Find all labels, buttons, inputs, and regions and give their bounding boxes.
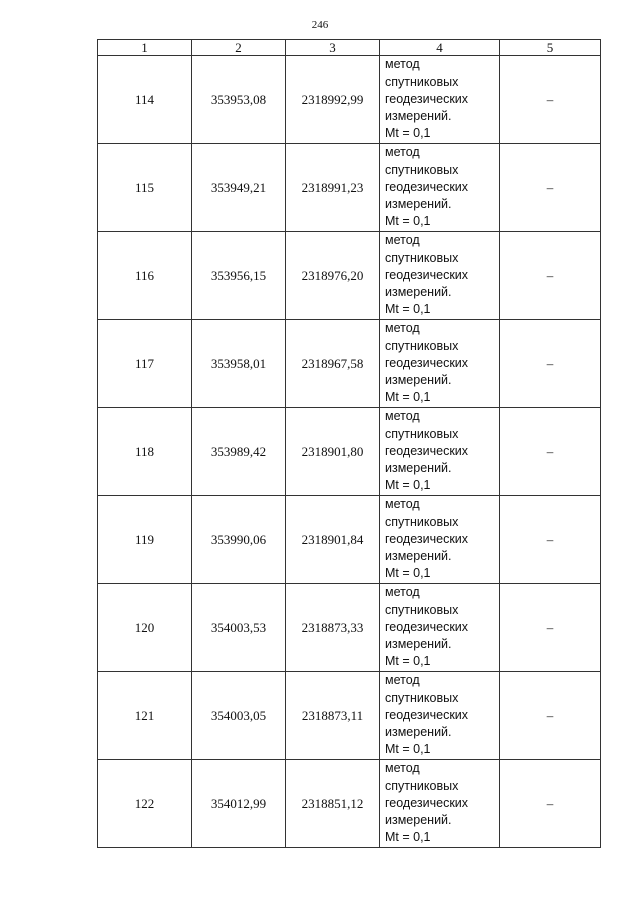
method-line: метод: [385, 409, 420, 424]
method-line: геодезических: [385, 707, 469, 722]
method-line: метод: [385, 57, 420, 72]
method-line: Mt = 0,1: [385, 478, 431, 493]
y-coordinate-cell: 2318976,20: [286, 232, 380, 320]
column-header-5: 5: [500, 40, 601, 56]
column-header-4: 4: [380, 40, 500, 56]
method-line: метод: [385, 145, 420, 160]
note-cell: –: [500, 232, 601, 320]
y-coordinate-cell: 2318967,58: [286, 320, 380, 408]
table-header-row: [98, 40, 601, 56]
y-coordinate-cell: 2318901,80: [286, 408, 380, 496]
x-coordinate-cell: 353949,21: [192, 144, 286, 232]
method-line: Mt = 0,1: [385, 654, 431, 669]
x-coordinate-cell: 353953,08: [192, 56, 286, 144]
method-line: Mt = 0,1: [385, 830, 431, 845]
method-line: Mt = 0,1: [385, 390, 431, 405]
method-line: спутниковых: [385, 602, 459, 617]
method-line: метод: [385, 321, 420, 336]
method-line: Mt = 0,1: [385, 742, 431, 757]
note-cell: –: [500, 672, 601, 760]
method-line: спутниковых: [385, 426, 459, 441]
point-number-cell: 114: [98, 56, 192, 144]
method-line: измерений.: [385, 109, 452, 124]
method-line: метод: [385, 233, 420, 248]
method-line: спутниковых: [385, 162, 459, 177]
method-line: геодезических: [385, 91, 469, 106]
method-line: измерений.: [385, 461, 452, 476]
point-number-cell: 116: [98, 232, 192, 320]
note-cell: –: [500, 760, 601, 848]
table-row: [98, 232, 601, 320]
method-line: измерений.: [385, 637, 452, 652]
method-line: Mt = 0,1: [385, 302, 431, 317]
method-line: геодезических: [385, 267, 469, 282]
method-cell: [380, 760, 500, 848]
point-number-cell: 122: [98, 760, 192, 848]
method-line: измерений.: [385, 373, 452, 388]
method-line: спутниковых: [385, 74, 459, 89]
column-header-2: 2: [192, 40, 286, 56]
page-number: 246: [311, 19, 329, 31]
method-line: измерений.: [385, 549, 452, 564]
method-line: Mt = 0,1: [385, 566, 431, 581]
method-line: геодезических: [385, 179, 469, 194]
y-coordinate-cell: 2318873,11: [286, 672, 380, 760]
method-line: спутниковых: [385, 250, 459, 265]
method-line: измерений.: [385, 813, 452, 828]
method-cell: [380, 144, 500, 232]
table-row: [98, 672, 601, 760]
method-line: измерений.: [385, 285, 452, 300]
table-row: [98, 760, 601, 848]
method-line: метод: [385, 761, 420, 776]
method-line: спутниковых: [385, 338, 459, 353]
y-coordinate-cell: 2318991,23: [286, 144, 380, 232]
method-line: спутниковых: [385, 690, 459, 705]
point-number-cell: 121: [98, 672, 192, 760]
coordinates-table: [97, 39, 601, 848]
table-row: [98, 320, 601, 408]
method-cell: [380, 672, 500, 760]
table-row: [98, 144, 601, 232]
point-number-cell: 115: [98, 144, 192, 232]
x-coordinate-cell: 353958,01: [192, 320, 286, 408]
point-number-cell: 120: [98, 584, 192, 672]
method-line: геодезических: [385, 619, 469, 634]
method-cell: [380, 232, 500, 320]
x-coordinate-cell: 353956,15: [192, 232, 286, 320]
method-line: геодезических: [385, 795, 469, 810]
x-coordinate-cell: 353990,06: [192, 496, 286, 584]
note-cell: –: [500, 144, 601, 232]
table-row: [98, 496, 601, 584]
method-line: измерений.: [385, 197, 452, 212]
note-cell: –: [500, 584, 601, 672]
point-number-cell: 118: [98, 408, 192, 496]
y-coordinate-cell: 2318901,84: [286, 496, 380, 584]
x-coordinate-cell: 354003,53: [192, 584, 286, 672]
y-coordinate-cell: 2318873,33: [286, 584, 380, 672]
method-line: Mt = 0,1: [385, 126, 431, 141]
y-coordinate-cell: 2318851,12: [286, 760, 380, 848]
table-row: [98, 584, 601, 672]
method-line: измерений.: [385, 725, 452, 740]
method-line: метод: [385, 585, 420, 600]
method-line: спутниковых: [385, 514, 459, 529]
method-line: геодезических: [385, 355, 469, 370]
y-coordinate-cell: 2318992,99: [286, 56, 380, 144]
method-cell: [380, 56, 500, 144]
point-number-cell: 119: [98, 496, 192, 584]
x-coordinate-cell: 354012,99: [192, 760, 286, 848]
note-cell: –: [500, 408, 601, 496]
table-row: [98, 408, 601, 496]
method-cell: [380, 496, 500, 584]
method-cell: [380, 320, 500, 408]
method-line: геодезических: [385, 531, 469, 546]
method-cell: [380, 408, 500, 496]
x-coordinate-cell: 354003,05: [192, 672, 286, 760]
method-line: спутниковых: [385, 778, 459, 793]
note-cell: –: [500, 496, 601, 584]
method-cell: [380, 584, 500, 672]
x-coordinate-cell: 353989,42: [192, 408, 286, 496]
table-row: [98, 56, 601, 144]
column-header-3: 3: [286, 40, 380, 56]
method-line: Mt = 0,1: [385, 214, 431, 229]
note-cell: –: [500, 320, 601, 408]
method-line: метод: [385, 497, 420, 512]
method-line: геодезических: [385, 443, 469, 458]
point-number-cell: 117: [98, 320, 192, 408]
column-header-1: 1: [98, 40, 192, 56]
note-cell: –: [500, 56, 601, 144]
method-line: метод: [385, 673, 420, 688]
